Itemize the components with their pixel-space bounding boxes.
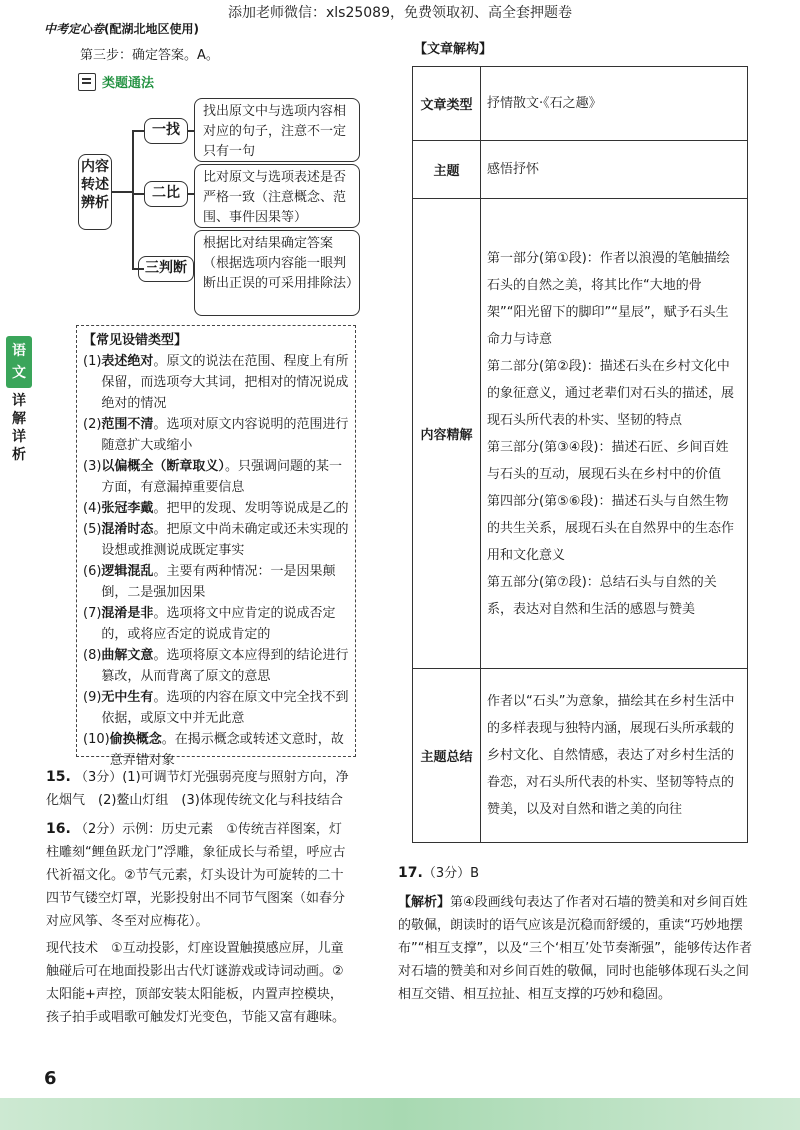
row-content: 抒情散文·《石之趣》	[481, 67, 748, 141]
item-number: (10)	[83, 732, 110, 747]
item-key: 以偏概全（断章取义）	[101, 459, 225, 474]
question-number: 16.	[46, 821, 71, 837]
answer-text: （2分）示例：历史元素 ①传统吉祥图案，灯柱雕刻“鲤鱼跃龙门”浮雕，象征成长与希望，呼应古代祈福文化。②节气元素，灯头设计为可旋转的二十四节气镂空灯罩，光影投射出不同节气图案（如春分对应风筝、冬至对应梅花）。	[46, 822, 346, 929]
item-key: 混淆时态	[101, 522, 154, 537]
question-16	[46, 818, 354, 1029]
table-row	[413, 67, 748, 141]
mindmap-connector	[132, 130, 134, 268]
table-row	[413, 199, 748, 669]
question-15	[46, 766, 354, 812]
subject-label	[6, 336, 32, 388]
subject-char: 语	[12, 343, 26, 359]
item-key: 混淆是非	[101, 606, 154, 621]
item-number: (9)	[83, 690, 102, 705]
item-number: (2)	[83, 417, 102, 432]
row-label: 主题总结	[413, 669, 481, 843]
table-row	[413, 669, 748, 843]
row-label: 主题	[413, 141, 481, 199]
item-number: (1)	[83, 354, 102, 369]
item-text: 。只强调问题的某一方面，有意漏掉重要信息	[101, 459, 342, 495]
item-text: 。主要有两种情况：一是因果颠倒，二是强加因果	[101, 564, 336, 600]
row-content: 感悟抒怀	[481, 141, 748, 199]
mindmap-desc-compare: 比对原文与选项表述是否严格一致（注意概念、范围、事件因果等）	[194, 164, 360, 228]
list-item	[83, 603, 349, 645]
question-17	[398, 862, 754, 1006]
item-key: 范围不清	[101, 417, 154, 432]
mindmap-desc-judge: 根据比对结果确定答案（根据选项内容能一眼判断出正误的可采用排除法）	[194, 230, 360, 316]
detail-label	[6, 392, 32, 464]
item-text: 。把甲的发现、发明等说成是乙的	[153, 501, 349, 516]
analysis-tag: 【解析】	[398, 895, 451, 910]
content-paragraph: 第三部分(第③④段)：描述石匠、乡间百姓与石头的互动，展现石头在乡村中的价值	[487, 439, 729, 482]
mindmap-connector	[132, 193, 144, 195]
answer-text: 现代技术 ①互动投影，灯座设置触摸感应屏，儿童触碰后可在地面投影出古代灯谜游戏或诗词动画。②太阳能+声控，顶部安装太阳能板，内置声控模块，孩子拍手或唱歌可触发灯光变色，节能又富有趣味。	[46, 941, 346, 1025]
method-heading	[78, 72, 154, 91]
book-header	[44, 20, 199, 37]
table-row	[413, 141, 748, 199]
content-paragraph: 第四部分(第⑤⑥段)：描述石头与自然生物的共生关系，展现石头在自然界中的生态作用和文化意义	[487, 493, 735, 563]
item-number: (5)	[83, 522, 102, 537]
content-paragraph: 第五部分(第⑦段)：总结石头与自然的关系，表达对自然和生活的感恩与赞美	[487, 574, 717, 617]
page-number: 6	[44, 1068, 57, 1089]
item-key: 曲解文意	[101, 648, 154, 663]
mindmap-root: 内容转述辨析	[78, 154, 112, 230]
list-item	[83, 498, 349, 519]
item-number: (3)	[83, 459, 102, 474]
footer-band	[0, 1098, 800, 1130]
list-item	[83, 687, 349, 729]
subject-char: 文	[12, 365, 26, 381]
mindmap-connector	[132, 130, 144, 132]
item-key: 张冠李戴	[101, 501, 154, 516]
answer-text: （3分）B	[422, 866, 480, 881]
row-label: 文章类型	[413, 67, 481, 141]
row-content	[481, 199, 748, 669]
row-content: 作者以“石头”为意象，描绘其在乡村生活中的多样表现与独特内涵，展现石头所承载的乡村文化、自然情感，表达了对乡村生活的眷恋，对石头所代表的朴实、坚韧等特点的赞美，以及对自然和谐之美的向往	[481, 669, 748, 843]
item-number: (4)	[83, 501, 102, 516]
analysis-text: 第④段画线句表达了作者对石墙的赞美和对乡间百姓的敬佩，朗读时的语气应该是沉稳而舒缓的，重读“巧妙地摆布”“相互支撑”，以及“三个‘相互’处节奏渐强”，能够传达作者对石墙的赞美和对乡间百姓的敬佩，同时也能够体现石头之间相互交错、相互拉扯、相互支撑的巧妙和稳固。	[398, 895, 752, 1002]
detail-char: 解	[12, 411, 26, 427]
content-paragraph: 第二部分(第②段)：描述石头在乡村文化中的象征意义，通过老辈们对石头的描述，展现石头所代表的朴实、坚韧的特点	[487, 358, 735, 428]
item-key: 表述绝对	[101, 354, 154, 369]
mindmap-desc-find: 找出原文中与选项内容相对应的句子，注意不一定只有一句	[194, 98, 360, 162]
list-item	[83, 351, 349, 414]
item-text: 。选项的内容在原文中完全找不到依据，或原文中并无此意	[101, 690, 349, 726]
common-error-types-box	[76, 325, 356, 768]
answer-text: （3分）(1)可调节灯光强弱亮度与照射方向，净化烟气 (2)鳌山灯组 (3)体现传统文化与科技结合	[46, 770, 349, 808]
item-key: 无中生有	[101, 690, 154, 705]
list-item	[83, 456, 349, 498]
item-key: 逻辑混乱	[101, 564, 154, 579]
row-label: 内容精解	[413, 199, 481, 669]
list-item	[83, 414, 349, 456]
mindmap-connector	[112, 191, 132, 193]
item-text: 。选项将原文本应得到的结论进行篡改，从而背离了原文的意思	[101, 648, 349, 684]
item-text: 。把原文中尚未确定或还未实现的设想或推测说成既定事实	[101, 522, 349, 558]
question-number: 15.	[46, 769, 71, 785]
item-key: 偷换概念	[109, 732, 162, 747]
article-structure-title: 【文章解构】	[414, 42, 493, 57]
item-number: (8)	[83, 648, 102, 663]
item-number: (7)	[83, 606, 102, 621]
watermark-banner: 添加老师微信：xls25089，免费领取初、高全套押题卷	[227, 5, 572, 21]
mindmap-node-compare: 二比	[144, 181, 188, 207]
list-item	[83, 561, 349, 603]
book-brand: 中考定心卷	[44, 22, 105, 36]
step-three-text: 第三步：确定答案。A。	[80, 48, 219, 63]
item-text: 。选项将文中应肯定的说成否定的，或将应否定的说成肯定的	[101, 606, 336, 642]
detail-char: 析	[12, 447, 26, 463]
list-item	[83, 519, 349, 561]
error-types-title: 【常见设错类型】	[83, 333, 188, 348]
method-heading-label: 类题通法	[102, 76, 155, 91]
mindmap-node-judge: 三判断	[138, 256, 194, 282]
content-paragraph: 第一部分(第①段)：作者以浪漫的笔触描绘石头的自然之美，将其比作“大地的骨架”“阳光留下的脚印”“星辰”，赋予石头生命力与诗意	[487, 250, 730, 347]
list-item	[83, 645, 349, 687]
item-text: 。在揭示概念或转述文意时，故意弄错对象	[109, 732, 344, 768]
item-number: (6)	[83, 564, 102, 579]
detail-char: 详	[12, 393, 26, 409]
notepad-icon	[78, 73, 96, 91]
mindmap-node-find: 一找	[144, 118, 188, 144]
item-text: 。原文的说法在范围、程度上有所保留，而选项夸大其词，把相对的情况说成绝对的情况	[101, 354, 349, 411]
detail-char: 详	[12, 429, 26, 445]
question-number: 17.	[398, 865, 423, 881]
subject-side-tab	[6, 336, 32, 464]
article-analysis-table	[412, 66, 748, 843]
item-text: 。选项对原文内容说明的范围进行随意扩大或缩小	[101, 417, 349, 453]
book-region: (配湖北地区使用)	[104, 22, 199, 36]
list-item	[83, 729, 349, 771]
